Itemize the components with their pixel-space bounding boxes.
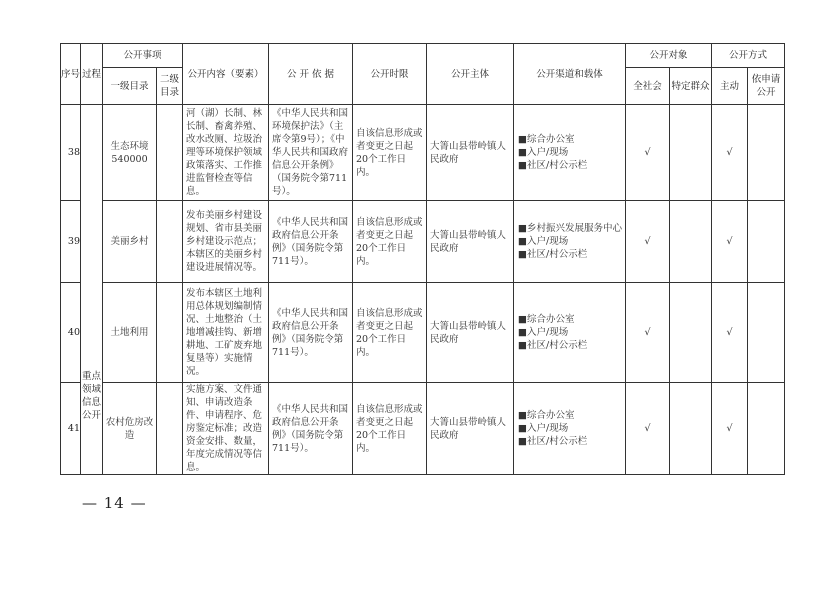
subject-cell: 大箐山县带岭镇人民政府: [427, 201, 514, 283]
header-content: 公开内容（要素）: [183, 44, 269, 105]
channel-item: ■入户/现场: [518, 327, 569, 338]
method-request-mark: [748, 383, 785, 475]
subject-cell: 大箐山县带岭镇人民政府: [427, 383, 514, 475]
method-request-mark: [748, 283, 785, 383]
level2-cell: [157, 283, 183, 383]
basis-cell: 《中华人民共和国政府信息公开条例》（国务院令第711号）。: [269, 383, 353, 475]
stage-label: 重点领域信息公开: [81, 105, 103, 475]
level1-cell: 土地利用: [103, 283, 157, 383]
channel-cell: [514, 283, 626, 383]
header-items: 公开事项: [103, 44, 183, 68]
subject-cell: 大箐山县带岭镇人民政府: [427, 105, 514, 201]
content-cell: 发布美丽乡村建设规划、省市县美丽乡村建设示范点；本辖区的美丽乡村建设进展情况等。: [183, 201, 269, 283]
channel-item: ■社区/村公示栏: [518, 160, 588, 171]
level1-cell: 农村危房改造: [103, 383, 157, 475]
channel-item: ■入户/现场: [518, 147, 569, 158]
channel-item: ■综合办公室: [518, 410, 575, 421]
level1-cell: 生态环境540000: [103, 105, 157, 201]
method-request-mark: [748, 105, 785, 201]
table-row: [61, 201, 785, 283]
target-all-mark: √: [626, 201, 670, 283]
header-level2: 二级目录: [157, 68, 183, 105]
header-channel: 公开渠道和载体: [514, 44, 626, 105]
channel-cell: [514, 383, 626, 475]
header-target-all: 全社会: [626, 68, 670, 105]
channel-item: ■社区/村公示栏: [518, 436, 588, 447]
row-number: 40: [61, 283, 81, 383]
basis-cell: 《中华人民共和国政府信息公开条例》（国务院令第711号）。: [269, 283, 353, 383]
channel-cell: [514, 105, 626, 201]
level2-cell: [157, 105, 183, 201]
basis-cell: 《中华人民共和国环境保护法》（主席令第9号）；《中华人民共和国政府信息公开条例》（国务院令第711号）。: [269, 105, 353, 201]
level1-cell: 美丽乡村: [103, 201, 157, 283]
target-specific-mark: [670, 383, 712, 475]
header-method: 公开方式: [712, 44, 785, 68]
target-all-mark: √: [626, 283, 670, 383]
time-cell: 自该信息形成或者变更之日起20个工作日内。: [353, 105, 427, 201]
target-specific-mark: [670, 201, 712, 283]
channel-item: ■入户/现场: [518, 423, 569, 434]
channel-item: ■社区/村公示栏: [518, 340, 588, 351]
channel-item: ■综合办公室: [518, 134, 575, 145]
method-active-mark: √: [712, 383, 748, 475]
method-active-mark: √: [712, 201, 748, 283]
header-target: 公开对象: [626, 44, 712, 68]
header-seq: 序号: [61, 44, 81, 105]
subject-cell: 大箐山县带岭镇人民政府: [427, 283, 514, 383]
time-cell: 自该信息形成或者变更之日起20个工作日内。: [353, 383, 427, 475]
table-row: [61, 105, 785, 201]
header-method-active: 主动: [712, 68, 748, 105]
target-specific-mark: [670, 283, 712, 383]
time-cell: 自该信息形成或者变更之日起20个工作日内。: [353, 283, 427, 383]
content-cell: 实施方案、文件通知、申请改造条件、申请程序、危房鉴定标准；改造资金安排、数量，年度完成情况等信息。: [183, 383, 269, 475]
channel-item: ■综合办公室: [518, 314, 575, 325]
header-basis: 公 开 依 据: [269, 44, 353, 105]
level2-cell: [157, 201, 183, 283]
content-cell: 发布本辖区土地利用总体规划编制情况、土地整治（土地增减挂钩、新增耕地、工矿废弃地复垦等）实施情况。: [183, 283, 269, 383]
table-row: [61, 283, 785, 383]
channel-item: ■社区/村公示栏: [518, 249, 588, 260]
target-all-mark: √: [626, 105, 670, 201]
channel-item: ■乡村振兴发展服务中心: [518, 223, 622, 234]
basis-cell: 《中华人民共和国政府信息公开条例》（国务院令第711号）。: [269, 201, 353, 283]
disclosure-table: [60, 43, 785, 475]
header-subject: 公开主体: [427, 44, 514, 105]
method-active-mark: √: [712, 283, 748, 383]
row-number: 39: [61, 201, 81, 283]
row-number: 38: [61, 105, 81, 201]
method-active-mark: √: [712, 105, 748, 201]
header-level1: 一级目录: [103, 68, 157, 105]
header-time: 公开时限: [353, 44, 427, 105]
target-all-mark: √: [626, 383, 670, 475]
page-number: — 14 —: [82, 494, 147, 512]
target-specific-mark: [670, 105, 712, 201]
table-row: [61, 383, 785, 475]
header-target-specific: 特定群众: [670, 68, 712, 105]
content-cell: 河（湖）长制、林长制、畜禽养殖、改水改厕、垃圾治理等环境保护领域政策落实、工作推进监督检查等信息。: [183, 105, 269, 201]
method-request-mark: [748, 201, 785, 283]
level2-cell: [157, 383, 183, 475]
header-method-request: 依申请公开: [748, 68, 785, 105]
time-cell: 自该信息形成或者变更之日起20个工作日内。: [353, 201, 427, 283]
channel-item: ■入户/现场: [518, 236, 569, 247]
header-stage: 过程: [81, 44, 103, 105]
row-number: 41: [61, 383, 81, 475]
channel-cell: [514, 201, 626, 283]
